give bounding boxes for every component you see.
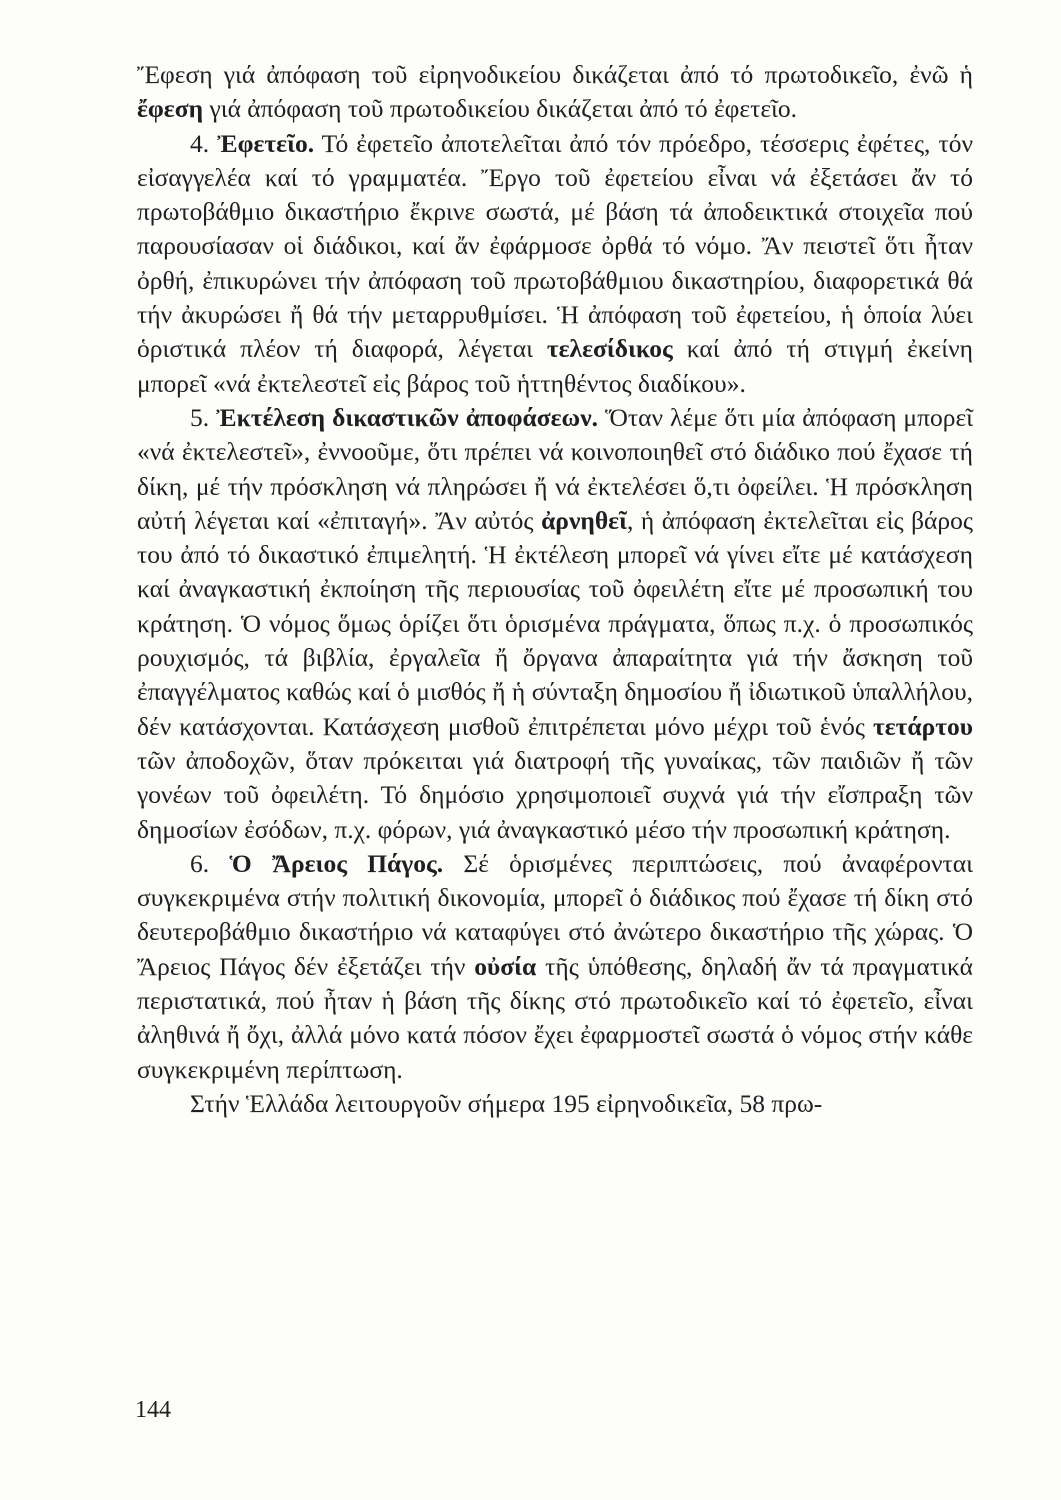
paragraph-text: Τό ἐφετεῖο ἀποτελεῖται ἀπό τόν πρόεδρο, τέσσερις ἐφέτες, τόν εἰσαγγελέα καί τό γραμματέα. Ἔργο τοῦ ἐφετείου εἶναι νά ἐξετάσει ἄν τό πρωτοβάθμιο δικαστήριο ἔκρινε σωστά, μέ βάση τά ἀποδεικτικά στοιχεῖα πού παρουσίασαν οἱ διάδικοι, καί ἄν ἐφάρμοσε ὀρθά τό νόμο. Ἄν πειστεῖ ὅτι ἦταν ὀρθή, ἐπικυρώνει τήν ἀπόφαση τοῦ πρωτοβάθμιου δικαστηρίου, διαφορετικά θά τήν ἀκυρώσει ἤ θά τήν μεταρρυθμίσει. Ἡ ἀπόφαση τοῦ ἐφετείου, ἡ ὁποία λύει ὁριστικά πλέον τή διαφορά, λέγεται	[137, 128, 973, 364]
term-efesi: ἔφεση	[137, 94, 204, 124]
section-heading: Ἐφετεῖο.	[217, 128, 315, 158]
section-5-paragraph	[137, 401, 973, 847]
section-heading: Ἐκτέλεση δικαστικῶν ἀποφάσεων.	[216, 402, 598, 432]
closing-paragraph: Στήν Ἑλλάδα λειτουργοῦν σήμερα 195 εἰρηνοδικεῖα, 58 πρω-	[190, 1088, 823, 1118]
paragraph-text: καί ἀπό τή στιγμή ἐκείνη μπορεῖ «νά ἐκτελεστεῖ εἰς βάρος τοῦ ἡττηθέντος διαδίκου».	[137, 334, 973, 398]
term-arnithei: ἀρνηθεῖ	[541, 505, 627, 535]
paragraph-text: Ὅταν λέμε ὅτι μία ἀπόφαση μπορεῖ «νά ἐκτελεστεῖ», ἐννοοῦμε, ὅτι πρέπει νά κοινοποιηθεῖ στό διάδικο πού ἔχασε τή δίκη, μέ τήν πρόσκληση νά πληρώσει ἤ νά ἐκτελέσει ὅ,τι ὀφείλει. Ἡ πρόσκληση αὐτή λέγεται καί «ἐπιταγή». Ἄν αὐτός	[137, 402, 974, 535]
paragraph-text: Σέ ὁρισμένες περιπτώσεις, πού ἀναφέρονται συγκεκριμένα στήν πολιτική δικονομία, μπορεῖ ὁ διάδικος πού ἔχασε τή δίκη στό δευτεροβάθμιο δικαστήριο νά καταφύγει στό ἀνώτερο δικαστήριο τῆς χώρας. Ὁ Ἄρειος Πάγος δέν ἐξετάζει τήν	[137, 848, 974, 981]
section-number: 5.	[190, 402, 210, 432]
section-6-paragraph	[137, 847, 973, 1087]
page-number: 144	[135, 1397, 171, 1423]
paragraph-text: τῶν ἀποδοχῶν, ὅταν πρόκειται γιά διατροφή τῆς γυναίκας, τῶν παιδιῶν ἤ τῶν γονέων τοῦ ὀφειλέτη. Τό δημόσιο χρησιμοποιεῖ συχνά γιά τήν εἴσπραξη τῶν δημοσίων ἐσόδων, π.χ. φόρων, γιά ἀναγκαστικό μέσο τήν προσωπική κράτηση.	[137, 745, 973, 844]
section-4-paragraph	[137, 127, 973, 401]
paragraph-appeal-intro	[137, 58, 973, 127]
section-heading: Ὁ Ἄρειος Πάγος.	[229, 848, 444, 878]
term-ousia: οὐσία	[474, 951, 537, 981]
section-number: 4.	[190, 128, 210, 158]
term-telesidikos: τελεσίδικος	[546, 334, 673, 364]
paragraph-text: γιά ἀπόφαση τοῦ πρωτοδικείου δικάζεται ἀπό τό ἐφετεῖο.	[203, 94, 798, 124]
paragraph-text: , ἡ ἀπόφαση ἐκτελεῖται εἰς βάρος του ἀπό τό δικαστικό ἐπιμελητή. Ἡ ἐκτέλεση μπορεῖ νά γίνει εἴτε μέ κατάσχεση καί ἀναγκαστική ἐκποίηση τῆς περιουσίας τοῦ ὀφειλέτη εἴτε μέ προσωπική του κράτηση. Ὁ νόμος ὅμως ὁρίζει ὅτι ὁρισμένα πράγματα, ὅπως π.χ. ὁ προσωπικός ρουχισμός, τά βιβλία, ἐργαλεῖα ἤ ὄργανα ἀπαραίτητα γιά τήν ἄσκηση τοῦ ἐπαγγέλματος καθώς καί ὁ μισθός ἤ ἡ σύνταξη δημοσίου ἤ ἰδιωτικοῦ ὑπαλλήλου, δέν κατάσχονται. Κατάσχεση μισθοῦ ἐπιτρέπεται μόνο μέχρι τοῦ ἑνός	[137, 505, 973, 741]
section-number: 6.	[190, 848, 210, 878]
term-tetartou: τετάρτου	[872, 711, 973, 741]
paragraph-text: Ἔφεση γιά ἀπόφαση τοῦ εἰρηνοδικείου δικάζεται ἀπό τό πρωτοδικεῖο, ἐνῶ ἡ	[137, 60, 973, 89]
paragraph-text: τῆς ὑπόθεσης, δηλαδή ἄν τά πραγματικά περιστατικά, πού ἦταν ἡ βάση τῆς δίκης στό πρωτοδικεῖο καί τό ἐφετεῖο, εἶναι ἀληθινά ἤ ὄχι, ἀλλά μόνο κατά πόσον ἔχει ἐφαρμοστεῖ σωστά ὁ νόμος στήν κάθε συγκεκριμένη περίπτωση.	[137, 951, 973, 1084]
